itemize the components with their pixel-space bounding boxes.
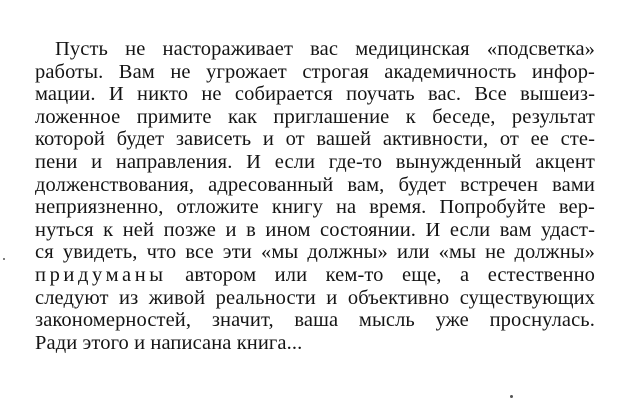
book-paragraph (35, 38, 595, 354)
text-line-10: ся увидеть, что все эти «мы должны» или «мы не должны» (35, 241, 595, 264)
text-line-11 (35, 264, 595, 287)
text-line-6: пени и направления. И если где-то вынужденный акцент (35, 150, 595, 173)
scan-speck (3, 258, 5, 260)
emphasized-word: придуманы (35, 263, 167, 286)
text-line-2: работы. Вам не угрожает строгая академичность инфор- (35, 60, 595, 83)
text-line-1: Пусть не настораживает вас медицинская «подсветка» (55, 38, 595, 60)
text-line-4: ложенное примите как приглашение к беседе, результат (35, 105, 595, 128)
text-line-14: Ради этого и написана книга... (35, 331, 303, 354)
text-line-12: следуют из живой реальности и объективно существующих (35, 286, 595, 309)
text-line-5: которой будет зависеть и от вашей активности, от ее сте- (35, 128, 595, 151)
text-line-8: неприязненно, отложите книгу на время. Попробуйте вер- (35, 196, 595, 219)
text-line-11-rest: автором или кем-то еще, а естественно (166, 263, 595, 286)
scan-speck (510, 395, 513, 398)
text-line-3: мации. И никто не собирается поучать вас. Все вышеиз- (35, 83, 595, 106)
text-line-7: долженствования, адресованный вам, будет встречен вами (35, 173, 595, 196)
text-line-13: закономерностей, значит, ваша мысль уже проснулась. (35, 309, 595, 332)
text-line-9: нуться к ней позже и в ином состоянии. И если вам удаст- (35, 218, 595, 241)
